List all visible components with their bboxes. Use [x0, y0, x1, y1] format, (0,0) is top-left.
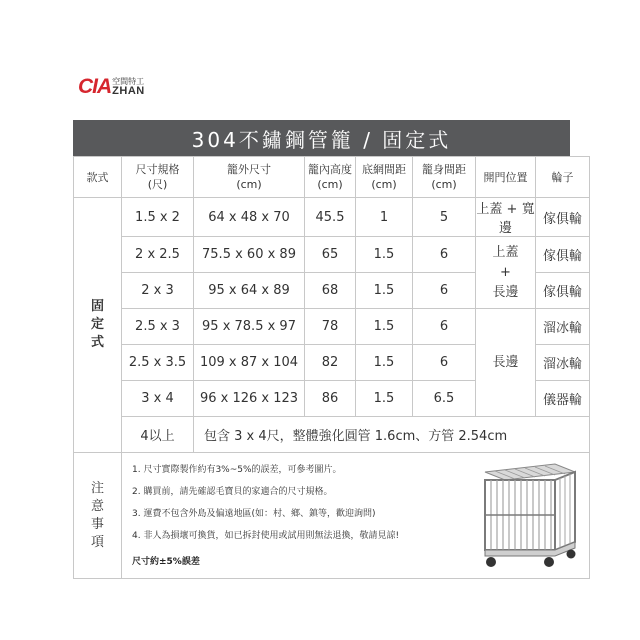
- header-row: [74, 157, 590, 198]
- cell-body-gap: 6: [413, 237, 476, 273]
- cell-base-gap: 1.5: [356, 273, 413, 309]
- cell-outer: 64 x 48 x 70: [194, 198, 305, 237]
- cell-inner-height: 45.5: [305, 198, 356, 237]
- cell-base-gap: 1.5: [356, 309, 413, 345]
- table-row: [74, 237, 590, 273]
- note-item: 4. 非人為損壞可換貨，如已拆封使用或試用則無法退換，敬請見諒!: [132, 531, 400, 541]
- cell-wheel: 溜冰輪: [536, 345, 590, 381]
- cell-inner-height: 68: [305, 273, 356, 309]
- cell-size: 2 x 3: [122, 273, 194, 309]
- note-item: 3. 運費不包含外島及偏遠地區(如：村、鄉、鎮等，歡迎詢問): [132, 509, 376, 519]
- notes-content: [122, 453, 590, 579]
- model-label: 固 定 式: [74, 198, 122, 453]
- cell-base-gap: 1.5: [356, 345, 413, 381]
- cell-wheel: 儀器輪: [536, 381, 590, 417]
- cell-body-gap: 6: [413, 345, 476, 381]
- logo-english: ZHAN: [112, 84, 145, 97]
- header-model: 款式: [74, 157, 122, 198]
- cell-size: 4以上: [122, 417, 194, 453]
- cell-size: 2 x 2.5: [122, 237, 194, 273]
- header-body-gap: 籠身間距 (cm): [413, 157, 476, 198]
- cell-wheel: 傢俱輪: [536, 198, 590, 237]
- cell-body-gap: 6: [413, 273, 476, 309]
- cell-outer: 95 x 64 x 89: [194, 273, 305, 309]
- cell-outer: 96 x 126 x 123: [194, 381, 305, 417]
- note-item: 1. 尺寸實際製作約有3%~5%的誤差，可參考圖片。: [132, 465, 342, 475]
- cell-outer: 95 x 78.5 x 97: [194, 309, 305, 345]
- spec-table-wrapper: [73, 120, 582, 579]
- cage-product-image: [471, 458, 583, 574]
- cell-outer: 109 x 87 x 104: [194, 345, 305, 381]
- header-door: 開門位置: [476, 157, 536, 198]
- cell-size: 2.5 x 3.5: [122, 345, 194, 381]
- header-size: 尺寸規格 (尺): [122, 157, 194, 198]
- notes-list: [132, 459, 399, 573]
- cell-base-gap: 1: [356, 198, 413, 237]
- cell-door-group-1: 上蓋 + 長邊: [476, 237, 536, 309]
- header-wheel: 輪子: [536, 157, 590, 198]
- logo-mark: CIA: [78, 75, 112, 98]
- cell-wheel: 傢俱輪: [536, 237, 590, 273]
- cell-body-gap: 5: [413, 198, 476, 237]
- notes-row: [74, 453, 590, 579]
- cell-size: 3 x 4: [122, 381, 194, 417]
- header-inner-height: 籠內高度 (cm): [305, 157, 356, 198]
- cell-body-gap: 6.5: [413, 381, 476, 417]
- brand-logo: [78, 76, 145, 98]
- cell-wheel: 傢俱輪: [536, 273, 590, 309]
- cell-size: 2.5 x 3: [122, 309, 194, 345]
- table-row-oversize: [74, 417, 590, 453]
- cell-door-group-2: 長邊: [476, 309, 536, 417]
- header-outer: 籠外尺寸 (cm): [194, 157, 305, 198]
- cell-oversize-note: 包含 3 x 4尺，整體強化圓管 1.6cm、方管 2.54cm: [194, 417, 590, 453]
- note-item: 2. 購買前，請先確認毛寶貝的家適合的尺寸規格。: [132, 487, 333, 497]
- cell-wheel: 溜冰輪: [536, 309, 590, 345]
- cell-base-gap: 1.5: [356, 237, 413, 273]
- cell-outer: 75.5 x 60 x 89: [194, 237, 305, 273]
- logo-chinese: 空間特工: [112, 76, 145, 86]
- cell-inner-height: 86: [305, 381, 356, 417]
- notes-label: 注 意 事 項: [74, 453, 122, 579]
- header-base-gap: 底網間距 (cm): [356, 157, 413, 198]
- spec-table: [73, 156, 590, 579]
- table-row: [74, 198, 590, 237]
- cell-size: 1.5 x 2: [122, 198, 194, 237]
- cell-inner-height: 78: [305, 309, 356, 345]
- cell-inner-height: 65: [305, 237, 356, 273]
- cell-body-gap: 6: [413, 309, 476, 345]
- table-row: [74, 309, 590, 345]
- cell-base-gap: 1.5: [356, 381, 413, 417]
- table-title: 304不鏽鋼管籠 / 固定式: [73, 120, 570, 156]
- note-tolerance: 尺寸約±5%誤差: [132, 557, 200, 567]
- cell-inner-height: 82: [305, 345, 356, 381]
- cell-door: 上蓋 + 寬邊: [476, 198, 536, 237]
